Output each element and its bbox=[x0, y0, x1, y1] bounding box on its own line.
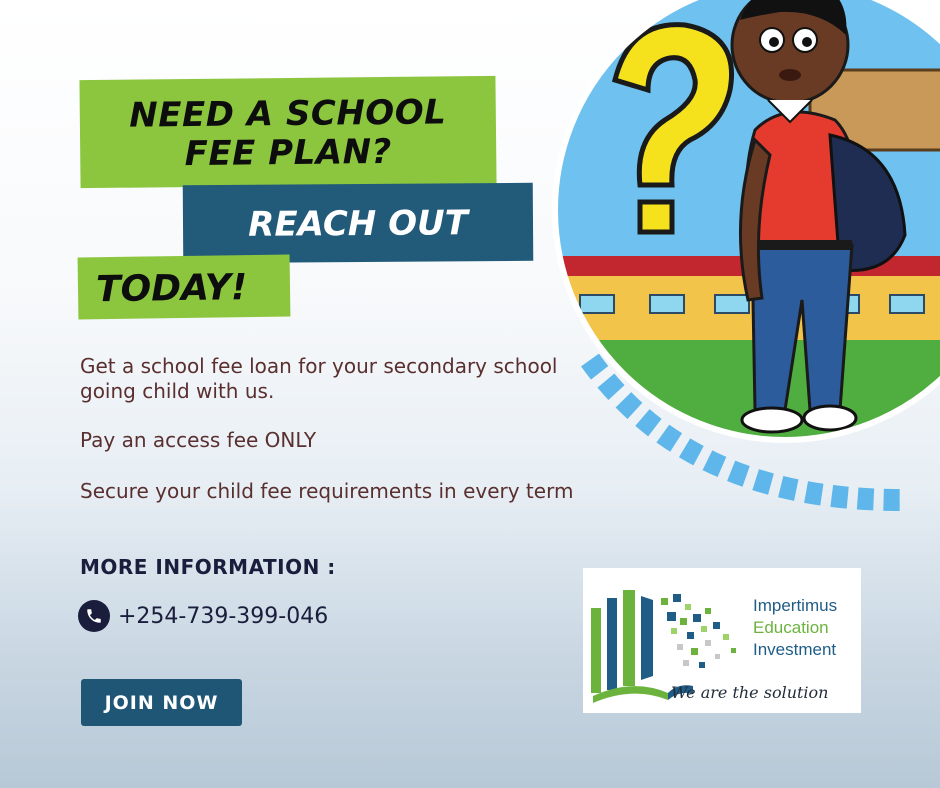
headline-block-reach bbox=[183, 183, 534, 263]
headline-block-need bbox=[79, 76, 496, 188]
headline-line-1: NEED A SCHOOL bbox=[129, 92, 447, 136]
logo-line-3: Investment bbox=[753, 640, 837, 659]
body-paragraph-2: Pay an access fee ONLY bbox=[80, 428, 317, 452]
company-logo bbox=[583, 568, 861, 713]
logo-line-1: Impertimus bbox=[753, 596, 838, 615]
pixel-pattern bbox=[661, 594, 736, 668]
body-paragraph-1: Get a school fee loan for your secondary school going child with us. bbox=[80, 354, 558, 403]
scene bbox=[540, 0, 940, 540]
phone-contact[interactable] bbox=[78, 600, 328, 632]
logo-tagline: We are the solution bbox=[671, 683, 829, 702]
phone-icon bbox=[78, 600, 110, 632]
headline-line-3: REACH OUT bbox=[248, 203, 468, 245]
join-now-button[interactable]: JOIN NOW bbox=[81, 679, 242, 726]
headline-block-today bbox=[78, 255, 291, 320]
headline-line-2: FEE PLAN? bbox=[184, 131, 392, 175]
body-paragraph-3: Secure your child fee requirements in every term bbox=[80, 479, 574, 503]
more-info-heading: MORE INFORMATION : bbox=[80, 555, 336, 579]
logo-line-2: Education bbox=[753, 618, 829, 637]
headline-line-4: TODAY! bbox=[95, 267, 248, 311]
phone-number[interactable]: +254-739-399-046 bbox=[118, 603, 329, 629]
student-illustration bbox=[540, 0, 940, 540]
